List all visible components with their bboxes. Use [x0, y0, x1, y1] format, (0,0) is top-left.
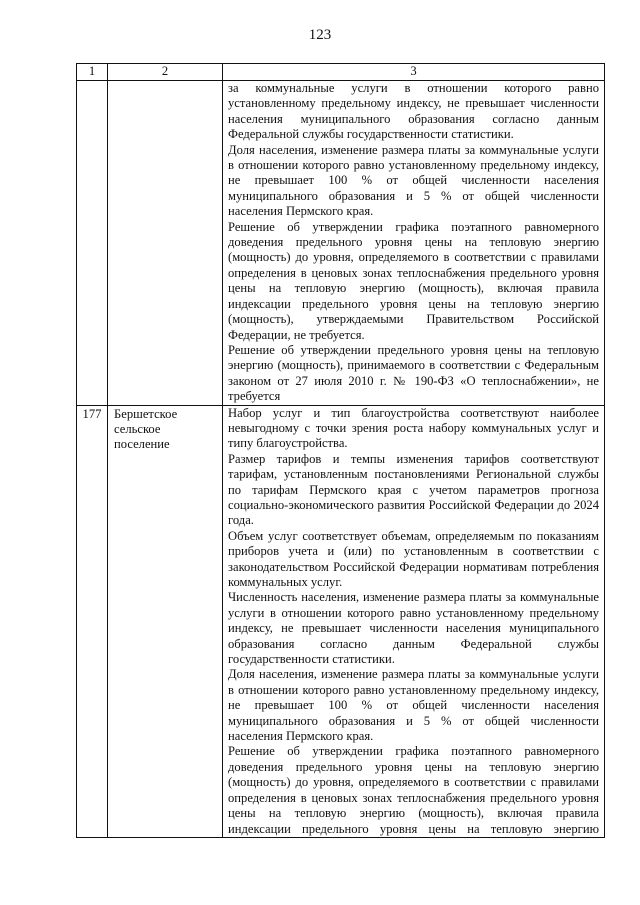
paragraph: за коммунальные услуги в отношении которого равно установленному предельному индексу, не превышает численности населения муниципального образования согласно данным Федеральной службы государственности статистики. — [228, 81, 599, 142]
paragraph: Набор услуг и тип благоустройства соответствуют наиболее невыгодному с точки зрения роста набору коммунальных услуг и типу благоустройства. — [228, 405, 599, 451]
municipality-name-line: поселение — [114, 437, 170, 452]
table-header-row — [77, 64, 605, 81]
document-table — [76, 63, 605, 838]
paragraph: Объем услуг соответствует объемам, определяемым по показаниям приборов учета и (или) по установленным в соответствии с законодательством Российской Федерации нормативам потребления коммунальных услуг. — [228, 528, 599, 589]
paragraph: Доля населения, изменение размера платы за коммунальные услуги в отношении которого равно установленному предельному индексу, не превышает 100 % от общей численности населения муниципального образования и 5 % от общей численности населения Пермского края. — [228, 667, 599, 744]
column-header-2: 2 — [108, 64, 223, 81]
paragraph: Решение об утверждении предельного уровня цены на тепловую энергию (мощность), принимаемого в соответствии с Федеральным законом от 27 июля 2010 г. № 190-ФЗ «О теплоснабжении», не требуется — [228, 342, 599, 404]
paragraph: Размер тарифов и темпы изменения тарифов соответствуют тарифам, установленным постановлениями Региональной службы по тарифам Пермского края с учетом параметров прогноза социально-экономического развития Российской Федерации до 2024 года. — [228, 451, 599, 528]
table-row-177 — [77, 405, 605, 837]
paragraph: Решение об утверждении графика поэтапного равномерного доведения предельного уровня цены на тепловую энергию (мощность) до уровня, определяемого в соответствии с правилами определения в ценовых зонах теплоснабжения предельного уровня цены на тепловую энергию (мощность), включая правила индексации предельного уровня цены на тепловую энергию — [228, 744, 599, 836]
paragraph: Решение об утверждении графика поэтапного равномерного доведения предельного уровня цены на тепловую энергию (мощность) до уровня, определяемого в соответствии с правилами определения в ценовых зонах теплоснабжения предельного уровня цены на тепловую энергию (мощность), включая правила индексации предельного уровня цены на тепловую энергию (мощность), утверждаемыми Правительством Российской Федерации, не требуется. — [228, 219, 599, 342]
description-cell — [223, 405, 605, 837]
municipality-name-line: Бершетское — [114, 406, 178, 421]
row-number-cell: 177 — [77, 405, 108, 837]
table-row-continuation — [77, 81, 605, 406]
column-header-1: 1 — [77, 64, 108, 81]
column-header-3: 3 — [223, 64, 605, 81]
municipality-name-line: сельское — [114, 421, 161, 436]
paragraph: Численность населения, изменение размера платы за коммунальные услуги в отношении которого равно установленному предельному индексу, не превышает численности населения муниципального образования согласно данным Федеральной службы государственности статистики. — [228, 590, 599, 667]
page-number: 123 — [308, 27, 332, 43]
paragraph: Доля населения, изменение размера платы за коммунальные услуги в отношении которого равно установленному предельному индексу, не превышает 100 % от общей численности населения муниципального образования и 5 % от общей численности населения Пермского края. — [228, 142, 599, 219]
municipality-name-cell — [108, 405, 223, 837]
municipality-name-cell — [108, 81, 223, 406]
row-number-cell — [77, 81, 108, 406]
description-cell — [223, 81, 605, 406]
